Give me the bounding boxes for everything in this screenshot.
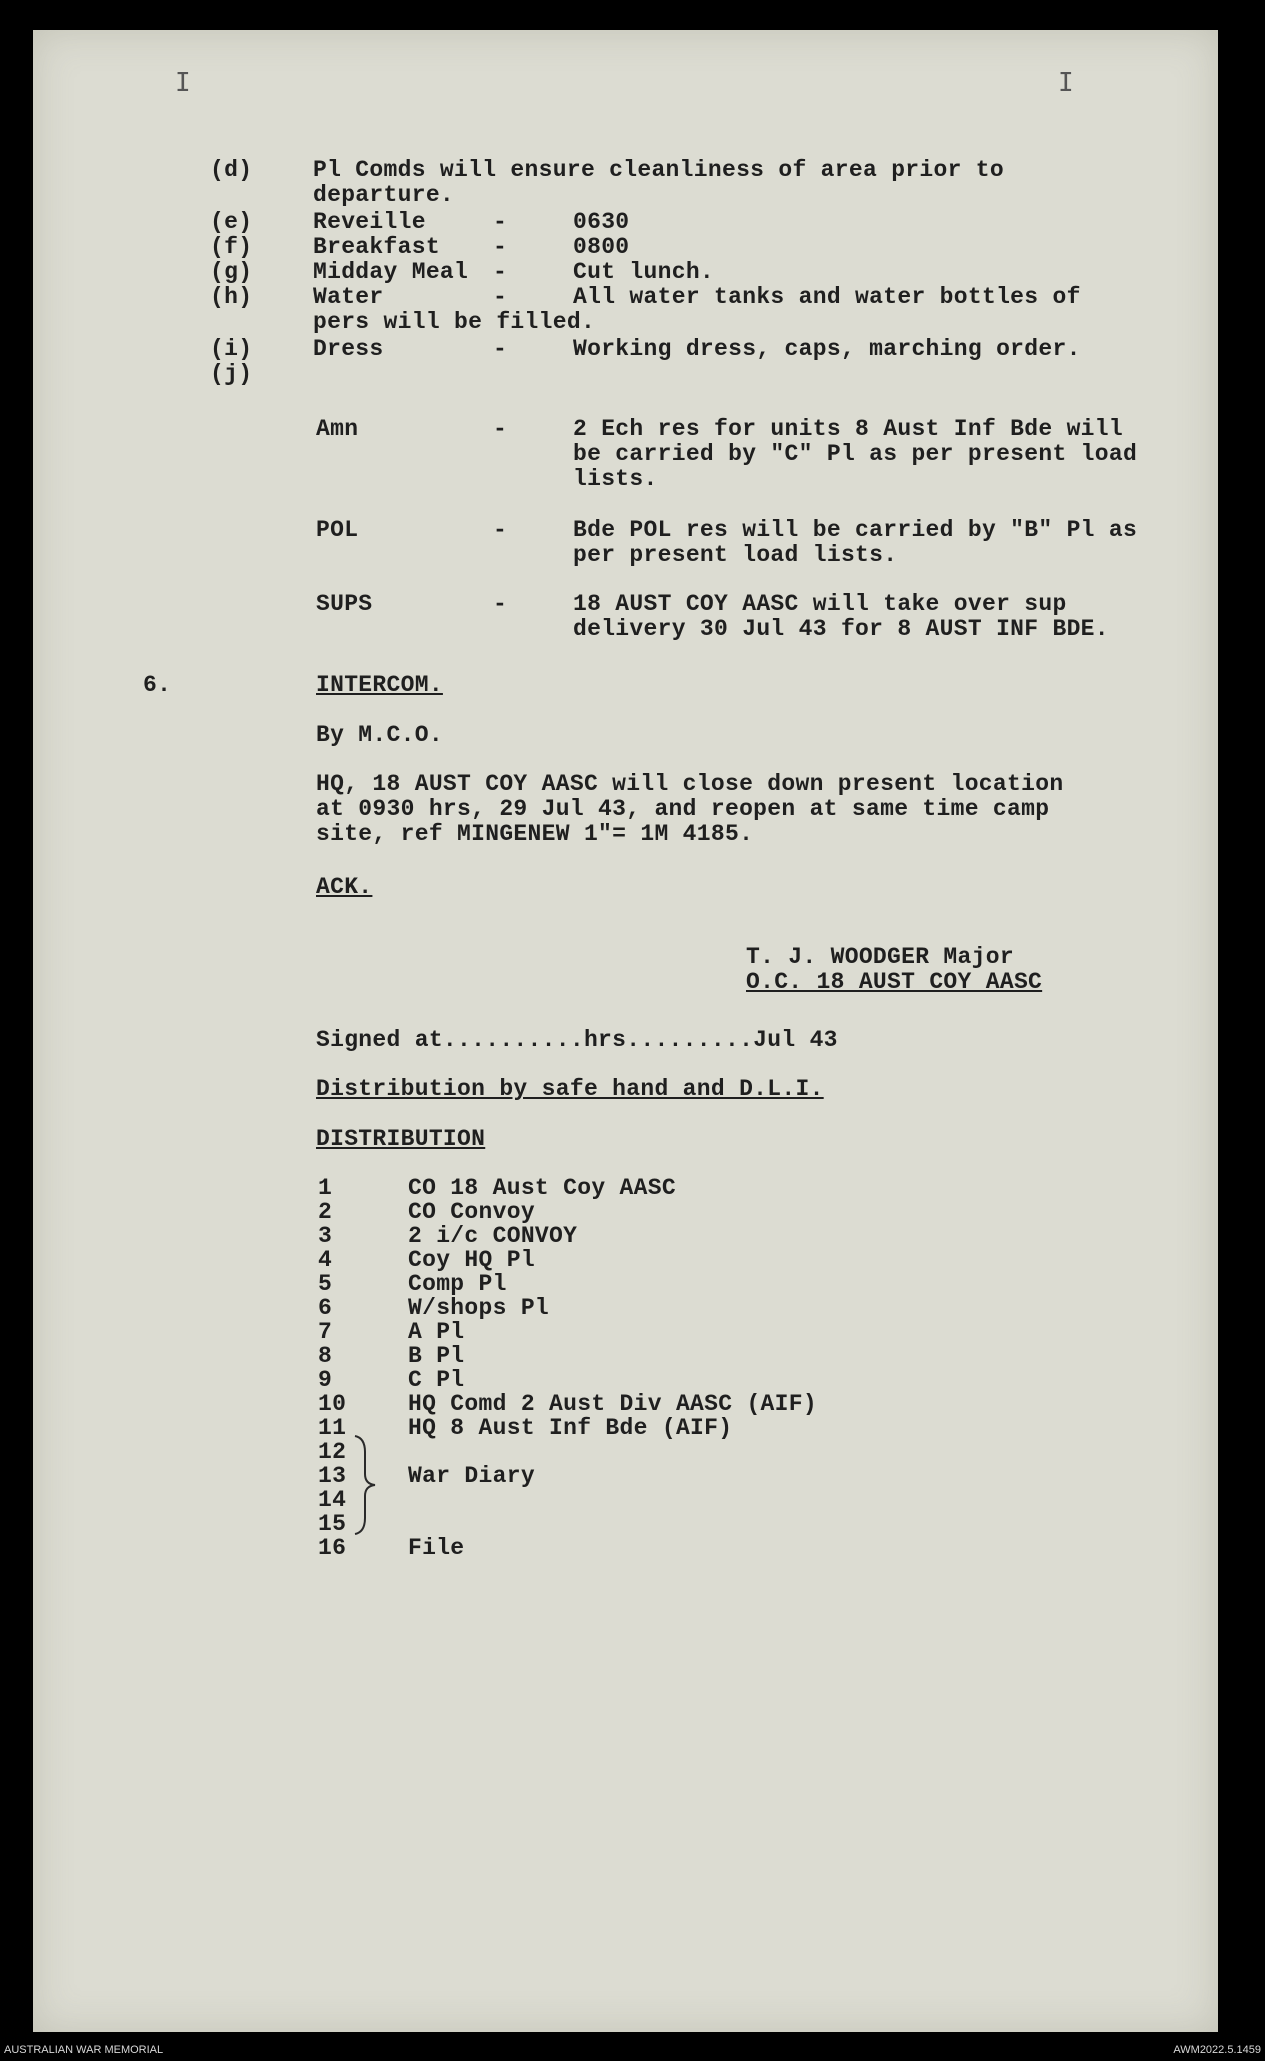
distribution-recipient: CO 18 Aust Coy AASC xyxy=(408,1175,676,1201)
distribution-number: 9 xyxy=(318,1367,333,1393)
distribution-number: 12 xyxy=(318,1439,347,1465)
archive-footer xyxy=(0,2038,1265,2061)
item-letter: (f) xyxy=(210,234,253,260)
war-diary-brace xyxy=(351,1434,381,1536)
item-letter: (i) xyxy=(210,336,253,362)
supply-line: lists. xyxy=(573,466,658,492)
distribution-recipient: Coy HQ Pl xyxy=(408,1247,535,1273)
supply-label: POL xyxy=(316,517,359,543)
supply-line: per present load lists. xyxy=(573,542,898,568)
distribution-recipient: Comp Pl xyxy=(408,1271,507,1297)
distribution-number: 13 xyxy=(318,1463,347,1489)
item-letter: (h) xyxy=(210,284,253,310)
item-separator: - xyxy=(493,259,508,285)
distribution-recipient: CO Convoy xyxy=(408,1199,535,1225)
distribution-number: 7 xyxy=(318,1319,333,1345)
supply-line: 18 AUST COY AASC will take over sup xyxy=(573,591,1067,617)
item-separator: - xyxy=(493,284,508,310)
distribution-recipient: W/shops Pl xyxy=(408,1295,550,1321)
item-separator: - xyxy=(493,336,508,362)
item-letter: (d) xyxy=(210,157,253,183)
supply-separator: - xyxy=(493,517,508,543)
document-page xyxy=(33,30,1218,2032)
item-letter: (j) xyxy=(210,361,253,387)
distribution-number: 5 xyxy=(318,1271,333,1297)
supply-line: 2 Ech res for units 8 Aust Inf Bde will xyxy=(573,416,1123,442)
supply-line: Bde POL res will be carried by "B" Pl as xyxy=(573,517,1138,543)
item-label: Water xyxy=(313,284,384,310)
intercom-line: at 0930 hrs, 29 Jul 43, and reopen at same time camp xyxy=(316,796,1050,822)
supply-label: SUPS xyxy=(316,591,373,617)
item-value: Working dress, caps, marching order. xyxy=(573,336,1081,362)
intercom-line: site, ref MINGENEW 1"= 1M 4185. xyxy=(316,821,754,847)
page-mark-right: I xyxy=(1058,68,1074,98)
item-letter: (e) xyxy=(210,209,253,235)
intercom-heading: INTERCOM. xyxy=(316,672,443,698)
distribution-number: 10 xyxy=(318,1391,347,1417)
archive-reference: AWM2022.5.1459 xyxy=(1173,2044,1261,2056)
distribution-recipient: A Pl xyxy=(408,1319,465,1345)
distribution-recipient: B Pl xyxy=(408,1343,465,1369)
item-label: departure. xyxy=(313,182,455,208)
supply-line: be carried by "C" Pl as per present load xyxy=(573,441,1138,467)
signed-at-line: Signed at..........hrs.........Jul 43 xyxy=(316,1027,838,1053)
distribution-number: 11 xyxy=(318,1415,347,1441)
distribution-heading: DISTRIBUTION xyxy=(316,1126,486,1152)
distribution-number: 2 xyxy=(318,1199,333,1225)
page-mark-left: I xyxy=(175,68,191,98)
intercom-by: By M.C.O. xyxy=(316,722,443,748)
item-value: 0800 xyxy=(573,234,630,260)
supply-label: Amn xyxy=(316,416,359,442)
item-label: Midday Meal xyxy=(313,259,469,285)
ack-text: ACK. xyxy=(316,874,373,900)
distribution-number: 3 xyxy=(318,1223,333,1249)
item-label: Pl Comds will ensure cleanliness of area prior to xyxy=(313,157,1005,183)
distribution-number: 14 xyxy=(318,1487,347,1513)
signature-name: T. J. WOODGER Major xyxy=(746,944,1014,970)
item-value: Cut lunch. xyxy=(573,259,715,285)
item-value: All water tanks and water bottles of xyxy=(573,284,1081,310)
supply-separator: - xyxy=(493,416,508,442)
distribution-number: 4 xyxy=(318,1247,333,1273)
item-label: Breakfast xyxy=(313,234,440,260)
item-value: 0630 xyxy=(573,209,630,235)
supply-separator: - xyxy=(493,591,508,617)
item-separator: - xyxy=(493,209,508,235)
distribution-recipient: 2 i/c CONVOY xyxy=(408,1223,578,1249)
distribution-recipient: War Diary xyxy=(408,1463,535,1489)
distribution-method: Distribution by safe hand and D.L.I. xyxy=(316,1076,824,1102)
item-letter: (g) xyxy=(210,259,253,285)
distribution-number: 15 xyxy=(318,1511,347,1537)
item-label: Reveille xyxy=(313,209,426,235)
distribution-recipient: File xyxy=(408,1535,465,1561)
item-separator: - xyxy=(493,234,508,260)
supply-line: delivery 30 Jul 43 for 8 AUST INF BDE. xyxy=(573,616,1109,642)
archive-name: AUSTRALIAN WAR MEMORIAL xyxy=(4,2044,164,2056)
distribution-number: 16 xyxy=(318,1535,347,1561)
distribution-number: 1 xyxy=(318,1175,333,1201)
distribution-recipient: HQ Comd 2 Aust Div AASC (AIF) xyxy=(408,1391,817,1417)
signature-title: O.C. 18 AUST COY AASC xyxy=(746,969,1043,995)
item-label: pers will be filled. xyxy=(313,309,596,335)
distribution-number: 6 xyxy=(318,1295,333,1321)
intercom-line: HQ, 18 AUST COY AASC will close down present location xyxy=(316,771,1064,797)
item-label: Dress xyxy=(313,336,384,362)
paragraph-number: 6. xyxy=(143,672,172,698)
distribution-recipient: HQ 8 Aust Inf Bde (AIF) xyxy=(408,1415,733,1441)
distribution-recipient: C Pl xyxy=(408,1367,465,1393)
distribution-number: 8 xyxy=(318,1343,333,1369)
